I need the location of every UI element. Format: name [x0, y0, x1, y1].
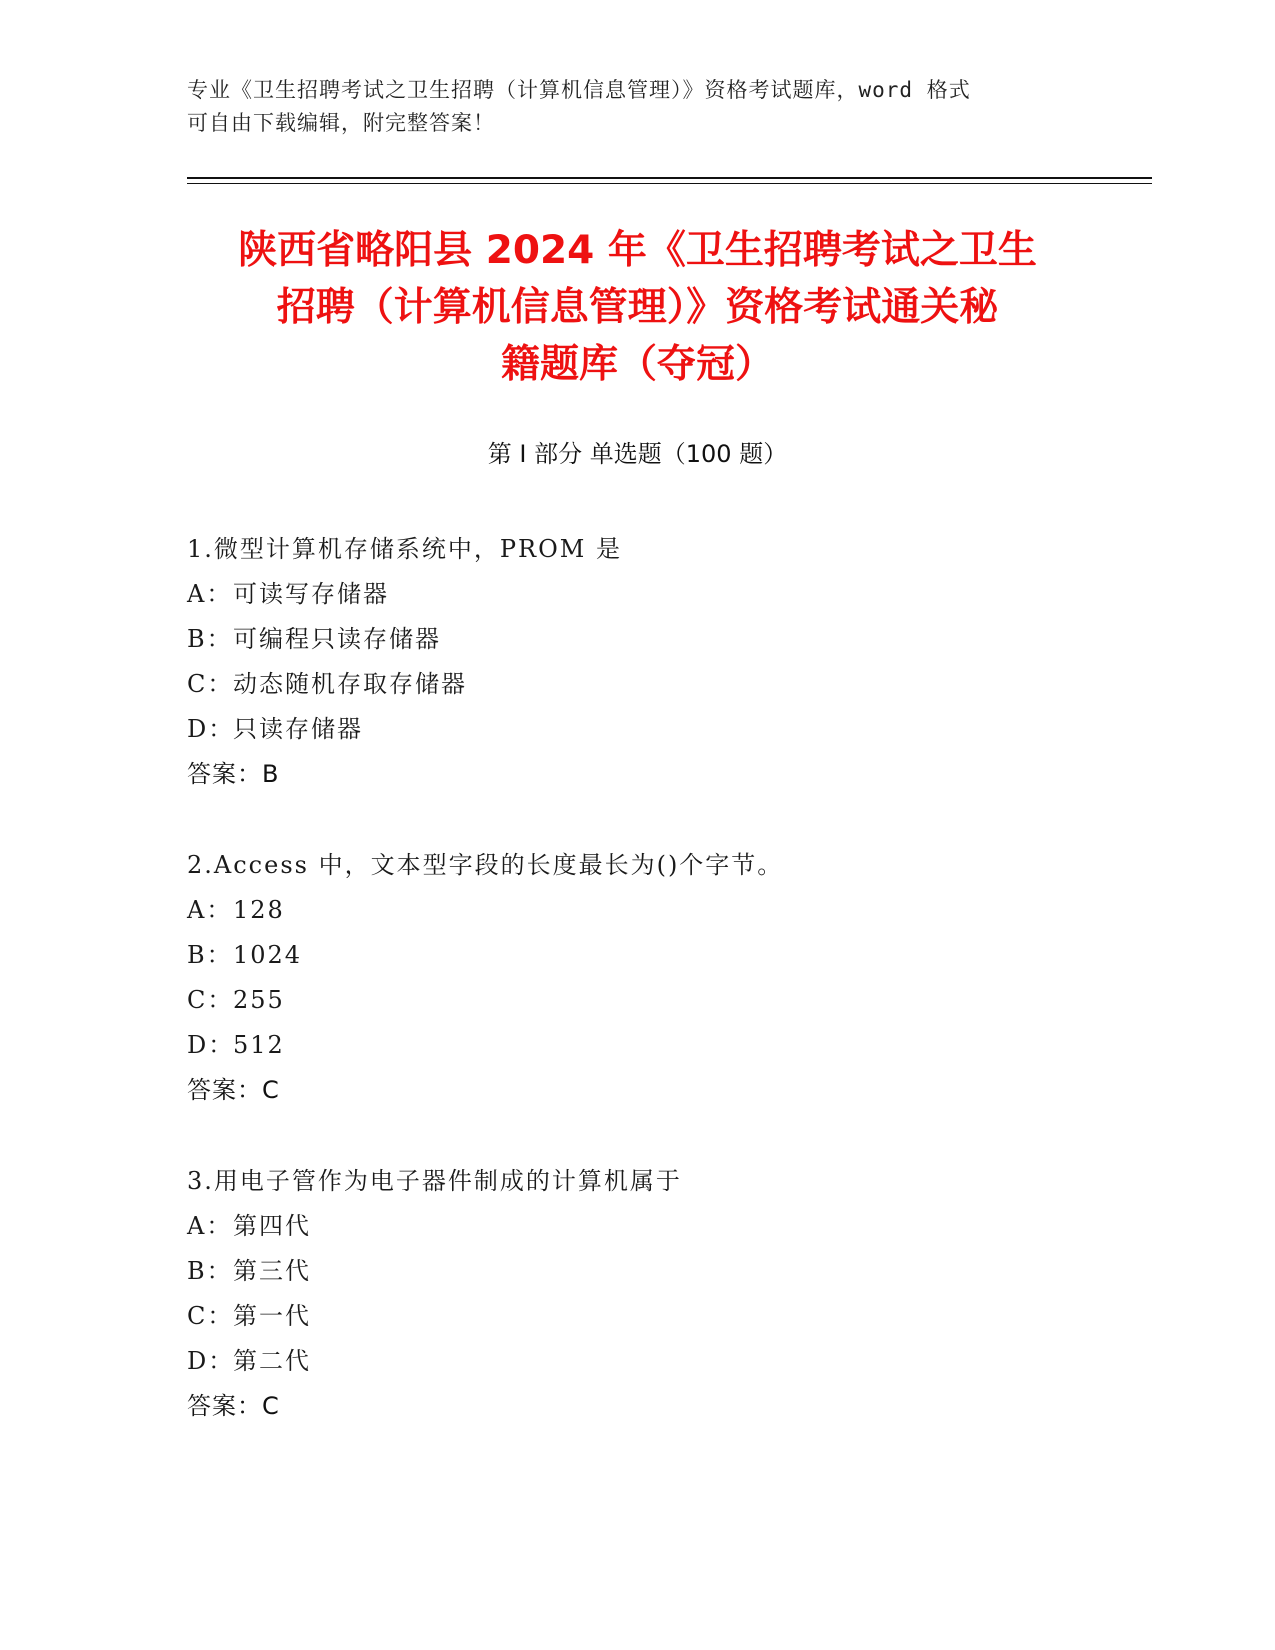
option-text: 可读写存储器	[233, 580, 389, 608]
option-key: A：	[187, 896, 233, 924]
option-key: B：	[187, 941, 233, 969]
option-d	[187, 1023, 1147, 1068]
option-b	[187, 617, 1147, 662]
question-stem: 2.Access 中，文本型字段的长度最长为()个字节。	[187, 851, 784, 879]
document-title-line-3: 籍题库（夺冠）	[500, 342, 774, 387]
option-text: 128	[233, 896, 285, 924]
option-text: 第一代	[233, 1302, 311, 1330]
section-heading: 第 I 部分 单选题（100 题）	[487, 440, 788, 468]
option-key: D：	[187, 715, 235, 743]
option-text: 512	[233, 1031, 285, 1059]
option-d	[187, 707, 1147, 752]
document-title-line-2: 招聘（计算机信息管理）》资格考试通关秘	[276, 285, 999, 330]
option-key: C：	[187, 1302, 234, 1330]
option-b	[187, 1249, 1147, 1294]
option-text: 第四代	[233, 1212, 311, 1240]
option-text: 只读存储器	[233, 715, 363, 743]
header-note-line-1: 专业《卫生招聘考试之卫生招聘（计算机信息管理）》资格考试题库，word 格式	[187, 78, 971, 102]
question-item	[187, 1159, 1147, 1429]
option-c	[187, 978, 1147, 1023]
option-text: 第二代	[233, 1347, 311, 1375]
option-c	[187, 662, 1147, 707]
option-text: 1024	[233, 941, 303, 969]
header-divider-thin	[187, 183, 1152, 184]
option-key: B：	[187, 625, 233, 653]
question-stem: 1.微型计算机存储系统中，PROM 是	[187, 535, 622, 563]
option-key: B：	[187, 1257, 233, 1285]
answer-line: 答案：C	[187, 1076, 280, 1104]
option-d	[187, 1339, 1147, 1384]
header-divider-thick	[187, 177, 1152, 179]
header-note-line-2: 可自由下载编辑，附完整答案！	[187, 111, 495, 135]
option-key: C：	[187, 670, 234, 698]
option-key: D：	[187, 1031, 235, 1059]
option-text: 可编程只读存储器	[233, 625, 441, 653]
question-list	[187, 527, 1147, 1475]
option-a	[187, 888, 1147, 933]
option-a	[187, 1204, 1147, 1249]
option-key: A：	[187, 580, 233, 608]
question-item	[187, 527, 1147, 797]
question-stem: 3.用电子管作为电子器件制成的计算机属于	[187, 1167, 682, 1195]
document-title	[150, 222, 1125, 393]
option-key: A：	[187, 1212, 233, 1240]
option-key: C：	[187, 986, 234, 1014]
document-title-line-1: 陕西省略阳县 2024 年《卫生招聘考试之卫生	[238, 228, 1037, 273]
option-text: 动态随机存取存储器	[233, 670, 467, 698]
answer-line: 答案：B	[187, 760, 280, 788]
question-item	[187, 843, 1147, 1113]
document-header-note	[187, 74, 1087, 140]
option-b	[187, 933, 1147, 978]
option-text: 第三代	[233, 1257, 311, 1285]
option-a	[187, 572, 1147, 617]
option-c	[187, 1294, 1147, 1339]
option-text: 255	[233, 986, 285, 1014]
answer-line: 答案：C	[187, 1392, 280, 1420]
option-key: D：	[187, 1347, 235, 1375]
